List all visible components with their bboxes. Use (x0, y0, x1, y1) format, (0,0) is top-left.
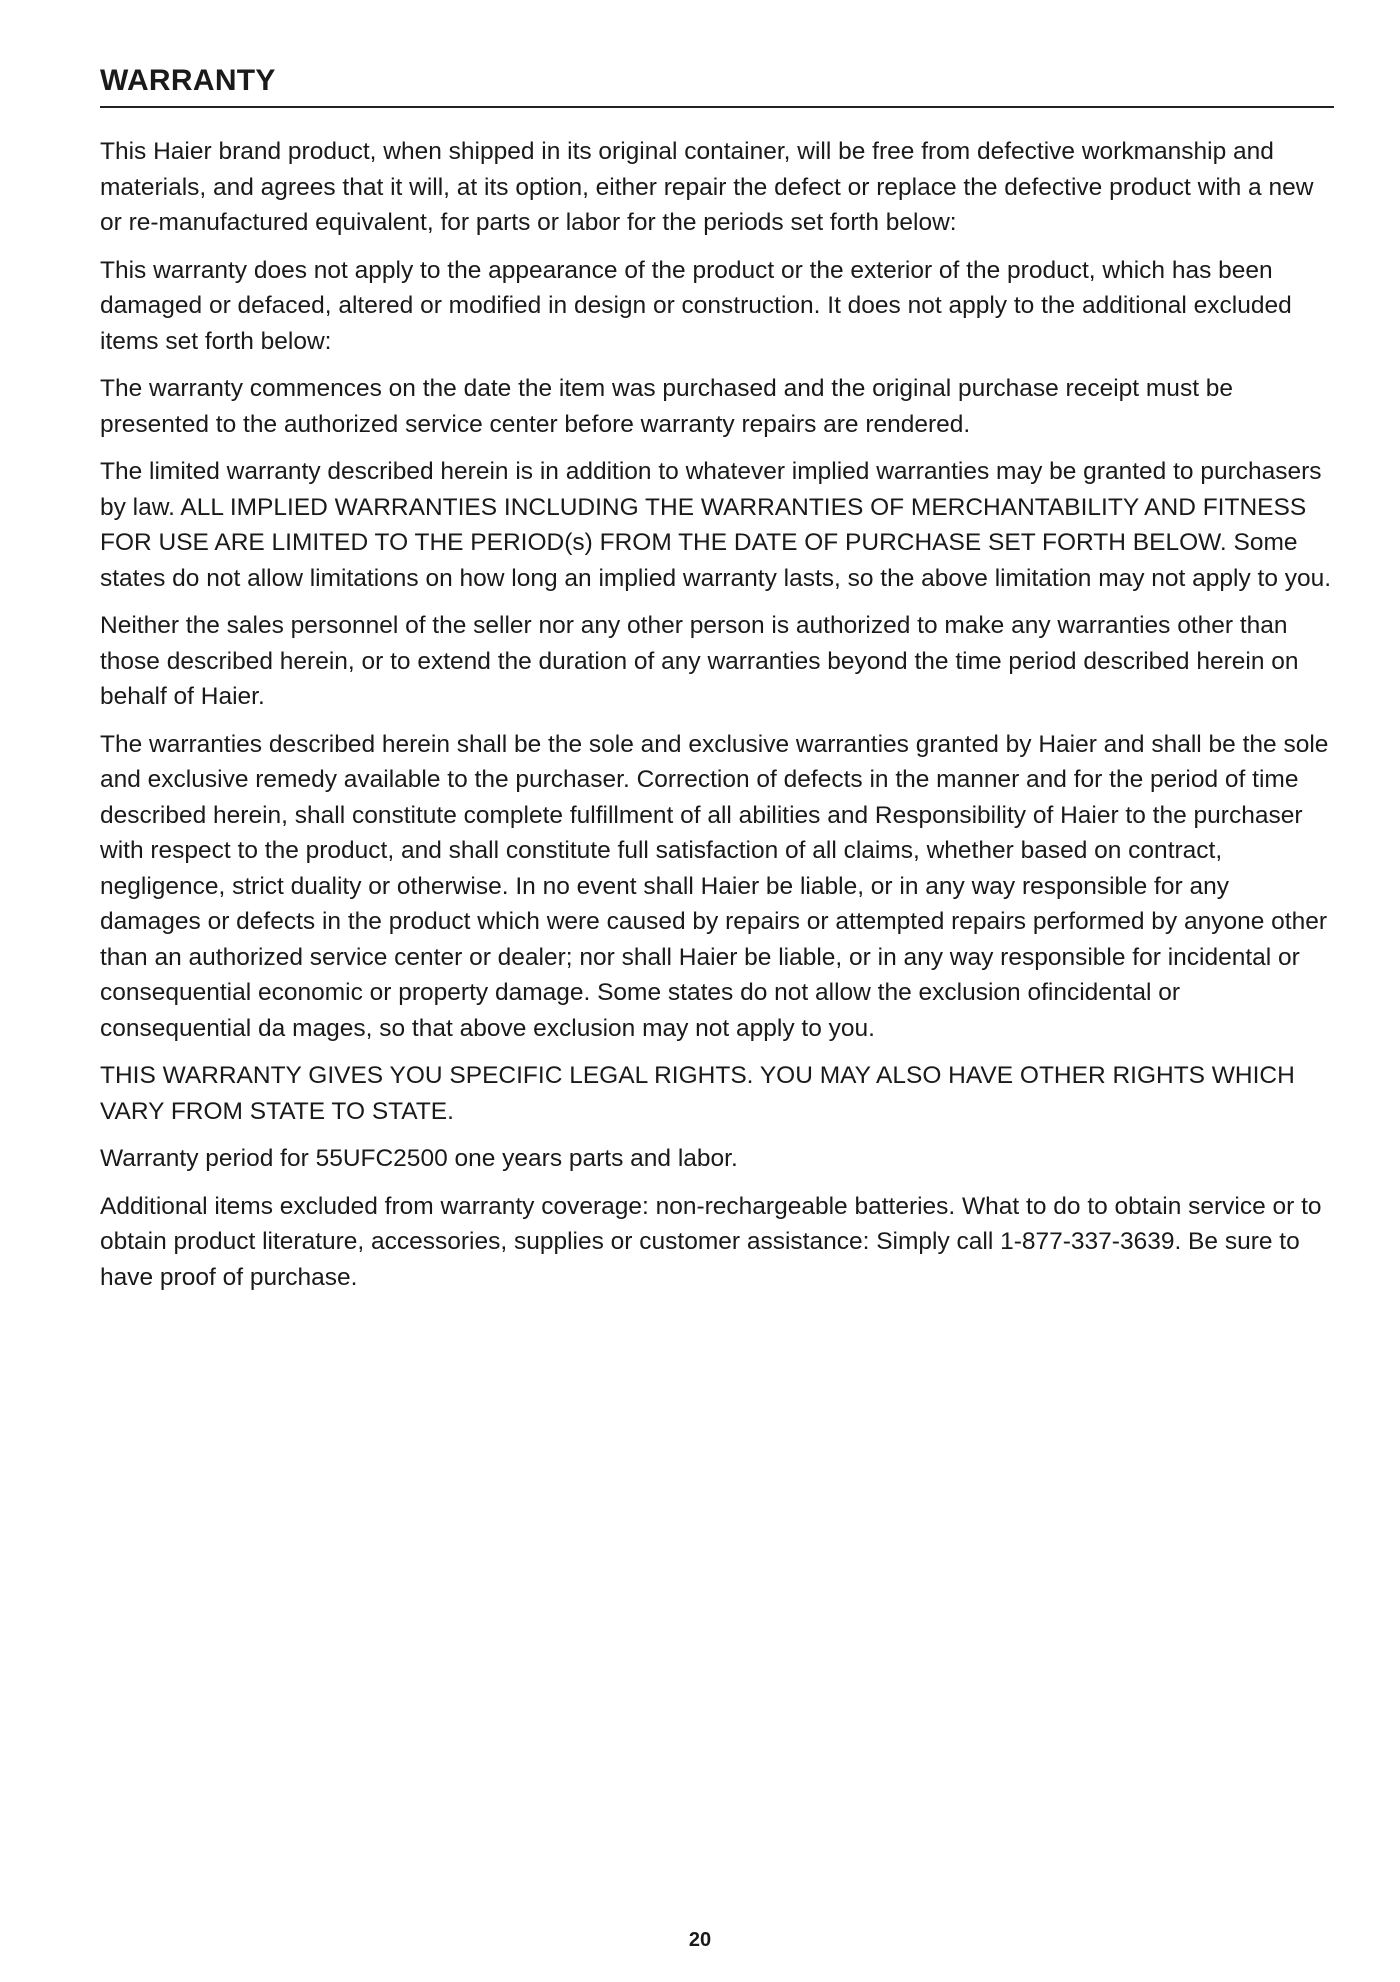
warranty-page (100, 62, 1334, 1307)
paragraph-authorization: Neither the sales personnel of the seller nor any other person is authorized to make any warranties other than those described herein, or to extend the duration of any warranties beyond the time period described herein on behalf of Haier. (100, 612, 1299, 710)
heading-divider (100, 106, 1334, 108)
paragraph-implied-warranties: The limited warranty described herein is in addition to whatever implied warranties may be granted to purchasers by law. ALL IMPLIED WARRANTIES INCLUDING THE WARRANTIES OF MERCHANTABILITY AND FITNESS FOR USE ARE LIMITED TO THE PERIOD(s) FROM THE DATE OF PURCHASE SET FORTH BELOW. Some states do not allow limitations on how long an implied warranty lasts, so the above limitation may not apply to you. (100, 458, 1332, 592)
paragraph-coverage: This Haier brand product, when shipped in its original container, will be free from defective workmanship and materials, and agrees that it will, at its option, either repair the defect or replace the defective product with a new or re-manufactured equivalent, for parts or labor for the periods set forth below: (100, 138, 1314, 236)
section-heading: WARRANTY (100, 64, 276, 97)
paragraph-warranty-period: Warranty period for 55UFC2500 one years parts and labor. (100, 1145, 738, 1172)
paragraph-appearance-exclusion: This warranty does not apply to the appearance of the product or the exterior of the product, which has been damaged or defaced, altered or modified in design or construction. It does not apply to the additional excluded items set forth below: (100, 256, 1292, 355)
paragraph-commencement: The warranty commences on the date the item was purchased and the original purchase receipt must be presented to the authorized service center before warranty repairs are rendered. (100, 375, 1234, 438)
page-number: 20 (688, 1929, 712, 1951)
paragraph-legal-rights: THIS WARRANTY GIVES YOU SPECIFIC LEGAL RIGHTS. YOU MAY ALSO HAVE OTHER RIGHTS WHICH VARY FROM STATE TO STATE. (100, 1062, 1295, 1125)
paragraph-exclusive-remedy: The warranties described herein shall be the sole and exclusive warranties granted by Haier and shall be the sole and exclusive remedy available to the purchaser. Correction of defects in the manner and for the period of time described herein, shall constitute complete fulfillment of all abilities and Responsibility of Haier to the purchaser with respect to the product, and shall constitute full satisfaction of all claims, whether based on contract, negligence, strict duality or otherwise. In no event shall Haier be liable, or in any way responsible for any damages or defects in the product which were caused by repairs or attempted repairs performed by anyone other than an authorized service center or dealer; nor shall Haier be liable, or in any way responsible for incidental or consequential economic or property damage. Some states do not allow the exclusion ofincidental or consequential da mages, so that above exclusion may not apply to you. (100, 730, 1329, 1042)
paragraph-additional-exclusions: Additional items excluded from warranty coverage: non-rechargeable batteries. What to do to obtain service or to obtain product literature, accessories, supplies or customer assistance: Simply call 1-877-337-3639. Be sure to have proof of purchase. (100, 1192, 1322, 1291)
